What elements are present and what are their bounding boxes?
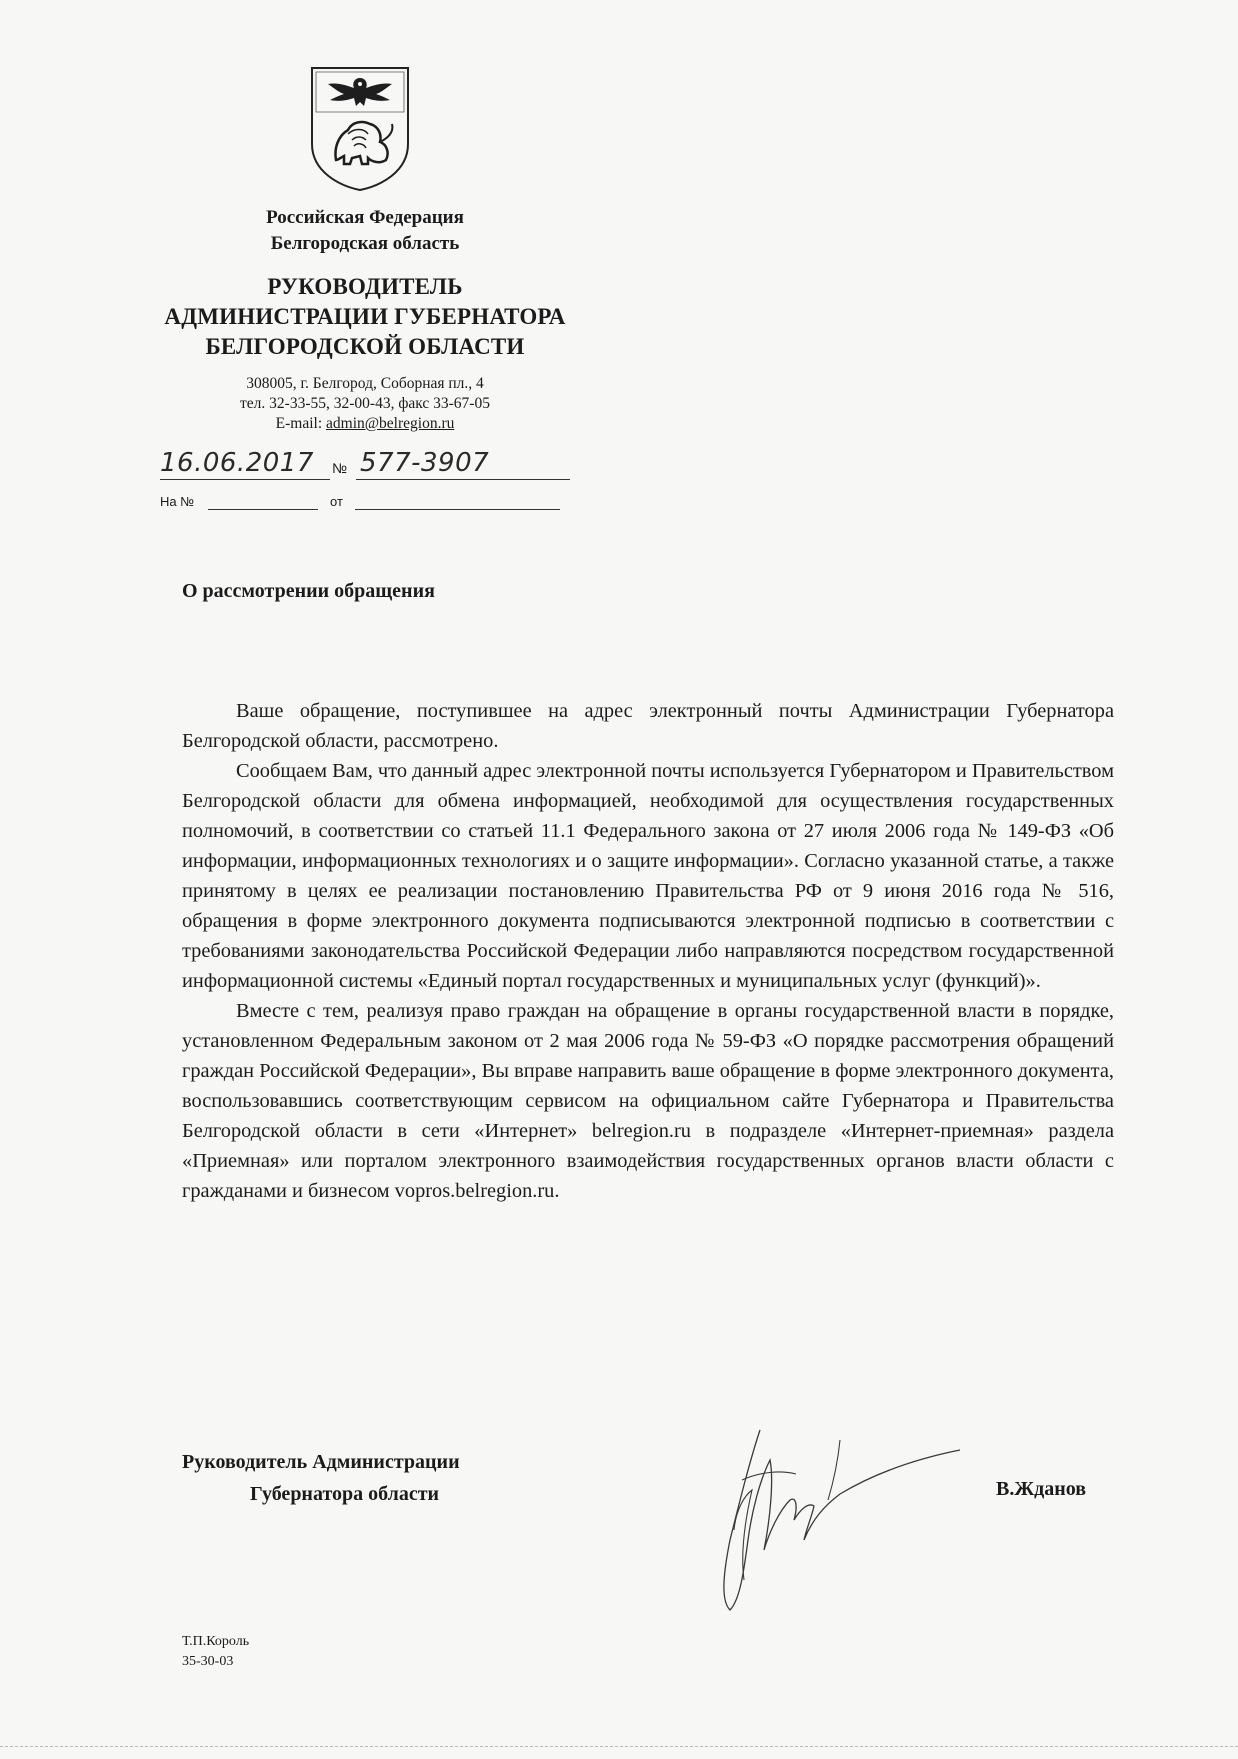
email-line [150,414,580,434]
scan-edge-line [0,1746,1238,1747]
executor-name: Т.П.Король [182,1634,250,1649]
body-paragraph: Вместе с тем, реализуя право граждан на обращение в органы государственной власти в порядке, установленном Федеральным законом от 2 мая 2006 года № 59-ФЗ «О порядке рассмотрения обращений граждан Российской Федерации», Вы вправе направить ваше обращение в форме электронного документа, воспользовавшись соответствующим сервисом на официальном сайте Губернатора и Правительства Белгородской области в сети «Интернет» belregion.ru в подразделе «Интернет-приемная» раздела «Приемная» или порталом электронного взаимодействия государственных органов власти области с гражданами и бизнесом vopros.belregion.ru. [182,1000,1114,1202]
title-line: БЕЛГОРОДСКОЙ ОБЛАСТИ [205,334,525,359]
ref-number-label: На № [160,494,195,509]
phone-fax: тел. 32-33-55, 32-00-43, факс 33-67-05 [240,395,490,412]
region-name: Белгородская область [270,233,460,254]
ref-date-blank [355,509,560,510]
reference-line [160,494,560,514]
registration-date: 16.06.2017 [160,448,314,478]
coat-of-arms-icon [308,64,412,192]
email-label: E-mail: [275,415,327,432]
date-underline [160,479,330,480]
letter-body [182,696,1114,1206]
letter-subject: О рассмотрении обращения [182,580,435,602]
signatory-name: В.Жданов [996,1478,1087,1500]
body-paragraph: Ваше обращение, поступившее на адрес электронный почты Администрации Губернатора Белгородской области, рассмотрено. [182,700,1114,752]
executor-block [182,1632,249,1672]
position-line: Губернатора области [250,1483,440,1505]
title-line: РУКОВОДИТЕЛЬ [267,274,463,299]
position-line: Руководитель Администрации [182,1451,460,1473]
contact-block [150,374,580,434]
registration-number: 577-3907 [360,448,490,478]
handwritten-signature [700,1420,980,1620]
number-label: № [332,460,348,476]
title-line: АДМИНИСТРАЦИИ ГУБЕРНАТОРА [164,304,566,329]
body-paragraph: Сообщаем Вам, что данный адрес электронной почты используется Губернатором и Правительством Белгородской области для обмена информацией, необходимой для осуществления государственных полномочий, в соответствии со статьей 11.1 Федерального закона от 27 июля 2006 года № 149-ФЗ «Об информации, информационных технологиях и о защите информации». Согласно указанной статье, а также принятому в целях ее реализации постановлению Правительства РФ от 9 июня 2016 года № 516, обращения в форме электронного документа подписываются электронной подписью в соответствии с требованиями законодательства Российской Федерации либо направляются посредством государственной информационной системы «Единый портал государственных и муниципальных услуг (функций)». [182,760,1115,992]
ref-number-blank [208,509,318,510]
number-underline [356,479,570,480]
organization-title [150,272,580,362]
outgoing-registration [160,448,560,482]
signatory-position [182,1446,562,1510]
letterhead-country-block [150,205,580,257]
executor-phone: 35-30-03 [182,1654,234,1669]
postal-address: 308005, г. Белгород, Соборная пл., 4 [246,375,484,392]
ref-date-label: от [330,494,343,509]
country-name: Российская Федерация [266,207,464,228]
email-address: admin@belregion.ru [326,415,455,432]
